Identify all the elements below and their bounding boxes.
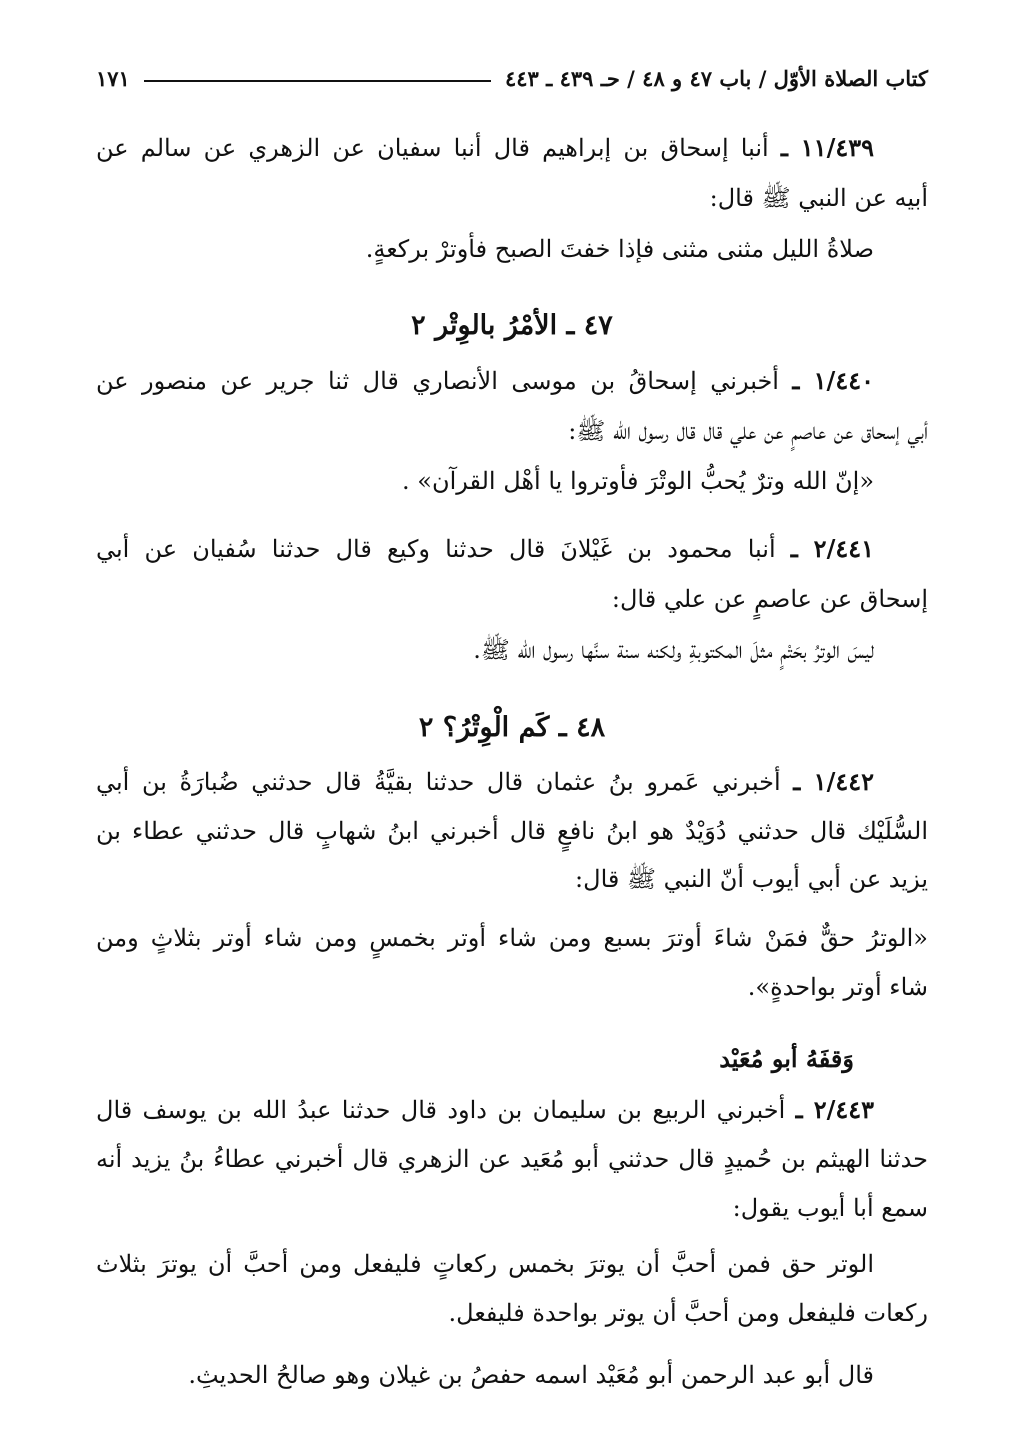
hadith-439-text-1: أنبا إسحاق بن إبراهيم قال أنبا سفيان عن الزهري عن سالم عن [96,134,769,162]
hadith-441-line-2: إسحاق عن عاصمٍ عن علي قال: [611,585,928,613]
hadith-440-quote: «إنّ الله وترٌ يُحبُّ الوتْرَ فأوتروا يا أهْل القرآن» . [402,467,874,495]
hadith-439-line-2: أبيه عن النبي ﷺ قال: [709,184,928,212]
hadith-440-line-2: أبي إسحاق عن عاصمٍ عن علي قال قال رسول الله ﷺ: [568,417,928,445]
hadith-442-quote-1: «الوترُ حقٌّ فمَنْ شاءَ أوترَ بسبع ومن شاء أوتر بخمسٍ ومن شاء أوتر بثلاثٍ ومن [96,924,928,952]
page-number: ١٧١ [96,66,130,91]
hadith-443-line-3: سمع أبا أيوب يقول: [732,1194,928,1222]
header-title: كتاب الصلاة الأوّل / باب ٤٧ و ٤٨ / حـ ٤٣٩ ـ ٤٤٣ [504,66,928,91]
hadith-441-quote: ليسَ الوترُ بحَتْمٍ مثلَ المكتوبةِ ولكنه سنة سنَّها رسول الله ﷺ. [473,636,874,664]
hadith-439-line-1 [96,131,874,165]
hadith-443-quote-2: ركعات فليفعل ومن أحبَّ أن يوتر بواحدة فليفعل. [448,1299,928,1327]
hadith-443-line-2: حدثنا الهيثم بن حُميدٍ قال حدثني أبو مُعَيد عن الزهري قال أخبرني عطاءُ بنُ يزيد أنه [96,1145,928,1173]
hadith-442-number: ١/٤٤٢ ـ [793,767,874,796]
hadith-442-quote-2: شاء أوتر بواحدةٍ». [747,973,928,1001]
header-rule [144,80,491,82]
hadith-439-number: ١١/٤٣٩ ـ [780,133,874,162]
hadith-440-text-1: أخبرني إسحاقُ بن موسى الأنصاري قال ثنا جرير عن منصور عن [96,367,779,395]
hadith-440-line-1 [96,364,874,398]
hadith-443-number: ٢/٤٤٣ ـ [795,1095,875,1124]
hadith-441-text-1: أنبا محمود بن غَيْلانَ قال حدثنا وكيع قال حدثنا سُفيان عن أبي [96,535,776,563]
chapter-47-heading: ٤٧ ـ الأمْرُ بالوِتْر ٢ [411,310,613,341]
running-header [96,66,928,91]
hadith-442-line-2: السُّلَيْك قال حدثني دُوَيْدٌ هو ابنُ نافعٍ قال أخبرني ابنُ شهابٍ قال حدثني عطاء بن [96,817,928,845]
hadith-443-text-1: أخبرني الربيع بن سليمان بن داود قال حدثنا عبدُ الله بن يوسف قال [96,1096,786,1124]
section-subheading: وَقفَهُ أبو مُعَيْد [719,1044,854,1073]
hadith-441-line-1 [96,532,874,566]
hadith-439-quote: صلاةُ الليل مثنى مثنى فإذا خفتَ الصبح فأوترْ بركعةٍ. [365,235,874,263]
hadith-442-line-3: يزيد عن أبي أيوب أنّ النبي ﷺ قال: [575,865,928,893]
hadith-442-text-1: أخبرني عَمرو بنُ عثمان قال حدثنا بقيَّةُ قال حدثني ضُبارَةُ بن أبي [96,768,781,796]
hadith-443-quote-1: الوتر حق فمن أحبَّ أن يوترَ بخمس ركعاتٍ فليفعل ومن أحبَّ أن يوترَ بثلاث [96,1250,874,1278]
hadith-442-line-1 [96,765,874,799]
hadith-441-number: ٢/٤٤١ ـ [790,534,874,563]
hadith-440-number: ١/٤٤٠ ـ [792,366,874,395]
closing-remark: قال أبو عبد الرحمن أبو مُعَيْد اسمه حفصُ بن غيلان وهو صالحُ الحديثِ. [188,1361,874,1389]
chapter-48-heading: ٤٨ ـ كَم الْوِتْرُ؟ ٢ [418,712,606,743]
hadith-443-line-1 [96,1093,874,1127]
